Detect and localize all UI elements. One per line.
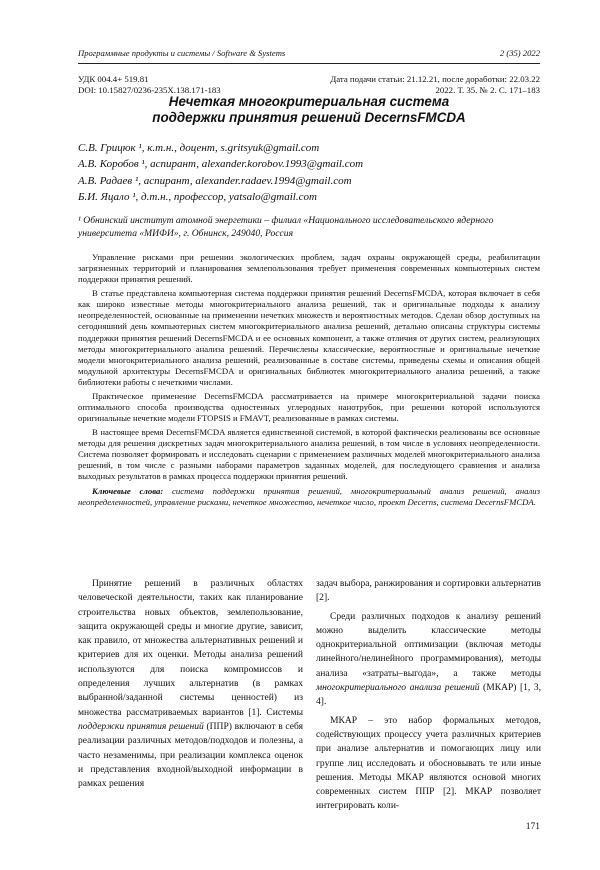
- keywords: [78, 486, 540, 508]
- udc-code: УДК 004.4+ 519.81: [78, 74, 149, 84]
- article-title: [78, 94, 540, 126]
- author-yatsalo: Б.И. Яцало ¹, д.т.н., профессор, yatsalo@gmail.com: [78, 191, 317, 204]
- affiliation: ¹ Обнинский институт атомной энергетики – филиал «Национального исследовательского ядерного университета «МИФИ», г. Обнинск, 249040, Россия: [78, 215, 494, 239]
- doi: DOI: 10.15827/0236-235X.138.171-183: [78, 84, 221, 95]
- author-korobov: А.В. Коробов ¹, аспирант, alexander.korobov.1993@gmail.com: [78, 158, 364, 171]
- keywords-text: система поддержки принятия решений, многокритериальный анализ решений, анализ неопределенностей, управление рисками, нечеткое множество, нечеткое число, проект Decerns, система DecernsFMCDA.: [78, 485, 540, 507]
- body-emphasis: поддержки принятия решений: [78, 720, 204, 732]
- abstract-paragraph: Управление рисками при решении экологических проблем, задач охраны окружающей среды, реабилитации загрязненных территорий и планирования землепользования требует применения современных компьютерных систем поддержки принятия решений.: [78, 252, 540, 285]
- body-paragraph: МКАР – это набор формальных методов, содействующих процессу учета различных критериев при анализе альтернатив и помогающих лицу или группе лиц исследовать и обосновывать те или иные решения. Методы МКАР являются основой многих современных систем ППР [2]. МКАР позволяет интегрировать коли-: [316, 714, 541, 812]
- body-emphasis: многокритериального анализа решений: [316, 682, 480, 694]
- author-list: [78, 140, 540, 206]
- header-divider: [78, 63, 540, 64]
- author-gritsyuk: С.В. Грицюк ¹, к.т.н., доцент, s.gritsyuk@gmail.com: [78, 142, 320, 154]
- submission-dates: Дата подачи статьи: 21.12.21, после доработки: 22.03.22: [330, 74, 540, 84]
- article-dates: [330, 74, 540, 95]
- article-identifiers: [78, 74, 221, 95]
- volume-pages: 2022. Т. 35. № 2. С. 171–183: [435, 84, 540, 95]
- journal-name: Программные продукты и системы / Software & Systems: [78, 48, 286, 58]
- body-paragraph: [316, 610, 541, 710]
- title-line-1: Нечеткая многокритериальная система: [168, 94, 450, 109]
- body-column-right: [316, 577, 541, 818]
- body-text: Среди различных подходов к анализу решений можно выделить классические методы однокритериальной оптимизации (включая методы линейного/нелинейного программирования), методы анализа «затраты–выгода», а также методы: [316, 610, 541, 679]
- body-column-left: [78, 577, 303, 795]
- keywords-label: Ключевые слова:: [92, 485, 164, 496]
- abstract-paragraph: В настоящее время DecernsFMCDA является единственной системой, в которой фактически реализованы все основные методы для решения дискретных задач многокритериального анализа решений, в том числе в условиях неопределенности. Система позволяет формировать и исследовать сценарии с применением различных моделей многокритериального анализа решений, в том числе с разными наборами параметров заданных моделей, для последующего сравнения и анализа выходных результатов в рамках процесса поддержки принятия решений.: [78, 427, 540, 482]
- body-text: Принятие решений в различных областях человеческой деятельности, таких как планирование строительства новых объектов, землепользование, защита окружающей среды и многие другие, зависит, как правило, от множества альтернативных решений и критериев для их оценки. Методы анализа решений используются для поиска компромиссов и определения лучших альтернатив (в рамках выбранной/заданной системы ценностей) из множества рассматриваемых вариантов [1]. Системы: [78, 578, 303, 718]
- running-head: [78, 48, 540, 58]
- body-paragraph: задач выбора, ранжирования и сортировки альтернатив [2].: [316, 578, 542, 604]
- body-paragraph: [78, 577, 303, 791]
- body-text: (МКАР) [1, 3, 4].: [316, 682, 541, 708]
- page-number: 171: [525, 822, 540, 832]
- author-radaev: А.В. Радаев ¹, аспирант, alexander.radaev.1994@gmail.com: [78, 174, 352, 187]
- abstract-paragraph: Практическое применение DecernsFMCDA рассматривается на примере многокритериальной задачи поиска оптимального способа производства одностенных углеродных нанотрубок, при решении которой используются оригинальные нечеткие модели FTOPSIS и FMAVT, реализованные в рамках системы.: [78, 390, 540, 424]
- issue-number: 2 (35) 2022: [499, 48, 540, 58]
- title-line-2: поддержки принятия решений DecernsFMCDA: [152, 110, 466, 125]
- abstract: [78, 252, 540, 511]
- body-text: (ППР) включают в себя реализации различных методов/подходов и полезны, а часто незаменимы, при реализации комплекса оценок и представления входной/выходной информации в рамках решения: [78, 720, 303, 790]
- abstract-paragraph: В статье представлена компьютерная система поддержки принятия решений DecernsFMCDA, которая включает в себя как широко известные методы многокритериального анализа решений, так и оригинальные подходы к анализу неопределенностей, основанные на применении нечетких множеств и вероятностных методов. Сделан обзор доступных на сегодняшний день компьютерных систем многокритериального анализа решений, детально описаны структуры системы поддержки принятия решений DecernsFMCDA и ее основных компонент, а также отличия от других систем, реализующих методы многокритериального анализа решений. Перечислены классические, вероятностные и оригинальные нечеткие модели многокритериального анализа решений, реализованные в составе системы, приведены схемы и описания общей модульной архитектуры DecernsFMCDA и оригинальных библиотек многокритериального анализа решений, а также библиотеки работы с нечеткими числами.: [78, 288, 540, 387]
